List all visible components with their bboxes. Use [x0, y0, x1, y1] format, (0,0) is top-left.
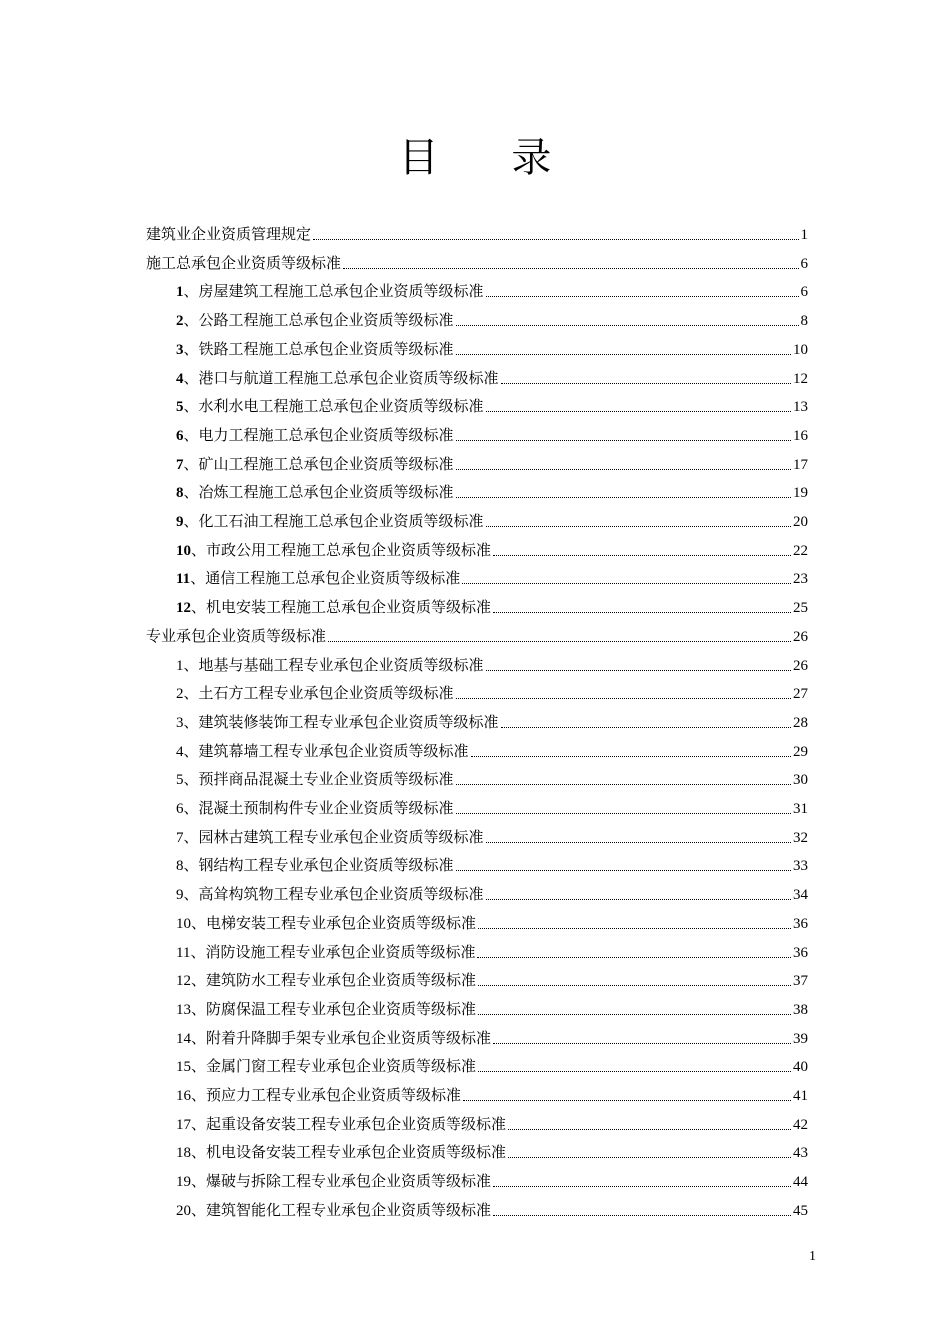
toc-entry-text: 市政公用工程施工总承包企业资质等级标准: [206, 540, 492, 559]
toc-entry-label: [176, 708, 499, 737]
toc-page-number: 28: [793, 714, 808, 731]
toc-page-number: 26: [793, 628, 808, 645]
toc-page-number: 30: [793, 772, 808, 789]
toc-entry-text: 矿山工程施工总承包企业资质等级标准: [198, 454, 454, 473]
toc-entry-label: [176, 306, 454, 335]
toc-entry-label: [176, 507, 484, 536]
toc-entry-separator: 、: [183, 770, 199, 789]
toc-dot-leader: [478, 1013, 791, 1015]
toc-page-number: 20: [793, 514, 808, 530]
toc-entry-label: [176, 364, 499, 393]
toc-dot-leader: [463, 1099, 791, 1101]
toc-dot-leader: [486, 295, 799, 297]
toc-page-number: 40: [793, 1059, 808, 1076]
toc-entry-text: 地基与基础工程专业承包企业资质等级标准: [198, 655, 484, 674]
toc-page-number: 39: [793, 1030, 808, 1047]
toc-entry-separator: 、: [183, 655, 199, 674]
toc-dot-leader: [471, 755, 791, 757]
toc-entry-label: [176, 737, 469, 766]
toc-entry-text: 建筑防水工程专业承包企业资质等级标准: [206, 971, 477, 990]
toc-dot-leader: [508, 1128, 791, 1130]
toc-page-number: 12: [793, 370, 808, 387]
toc-entry-label: [176, 794, 454, 823]
toc-entry-number: 13: [176, 1001, 191, 1018]
toc-entry[interactable]: [176, 1110, 808, 1138]
toc-entry-number: 3: [176, 714, 184, 731]
toc-entry-number: 5: [176, 399, 184, 416]
toc-entry-number: 19: [176, 1174, 191, 1191]
toc-entry-text: 混凝土预制构件专业企业资质等级标准: [198, 799, 454, 817]
toc-entry[interactable]: [176, 306, 808, 334]
toc-entry-number: 2: [176, 686, 184, 703]
toc-page-number: 34: [793, 887, 808, 904]
toc-entry-number: 5: [176, 772, 184, 789]
toc-dot-leader: [501, 726, 791, 728]
toc-entry[interactable]: [176, 679, 808, 707]
toc-entry-text: 园林古建筑工程专业承包企业资质等级标准: [198, 827, 484, 846]
toc-dot-leader: [486, 669, 791, 671]
toc-entry[interactable]: [146, 249, 808, 277]
toc-dot-leader: [313, 238, 798, 240]
toc-entry[interactable]: [176, 737, 808, 765]
toc-dot-leader: [486, 410, 791, 412]
toc-entry[interactable]: [176, 593, 808, 621]
toc-entry-text: 附着升降脚手架专业承包企业资质等级标准: [206, 1028, 492, 1047]
toc-dot-leader: [501, 382, 791, 384]
toc-entry-label: [176, 1081, 461, 1110]
toc-entry-text: 机电设备安装工程专业承包企业资质等级标准: [206, 1143, 507, 1162]
toc-entry-number: 7: [176, 829, 184, 846]
toc-entry-separator: 、: [191, 1086, 207, 1104]
toc-dot-leader: [456, 468, 791, 470]
toc-entry[interactable]: [176, 851, 808, 879]
toc-entry-separator: 、: [183, 856, 199, 875]
toc-entry-label: [176, 823, 484, 852]
toc-dot-leader: [493, 1042, 791, 1044]
toc-page-number: 27: [793, 686, 808, 703]
toc-entry-label: [176, 277, 484, 306]
toc-page-number: 6: [800, 255, 808, 272]
toc-entry-separator: 、: [183, 885, 199, 904]
toc-entry-number: 11: [176, 571, 191, 588]
toc-entry[interactable]: [176, 478, 808, 506]
toc-entry[interactable]: [176, 335, 808, 363]
toc-entry-label: [176, 1167, 491, 1196]
toc-entry-number: 15: [176, 1059, 191, 1076]
toc-entry-number: 4: [176, 370, 184, 387]
toc-entry-text: 建筑装修装饰工程专业承包企业资质等级标准: [198, 712, 499, 731]
toc-entry-label: [176, 421, 454, 450]
toc-entry-number: 9: [176, 514, 184, 530]
toc-entry-number: 17: [176, 1116, 191, 1133]
toc-entry-text: 建筑业企业资质管理规定: [146, 225, 312, 243]
toc-page-number: 31: [793, 801, 808, 817]
toc-entry-label: [176, 880, 484, 909]
toc-entry-number: 20: [176, 1202, 191, 1219]
toc-entry-separator: 、: [183, 425, 199, 444]
toc-entry-separator: 、: [190, 942, 206, 961]
toc-entry[interactable]: [176, 1052, 808, 1080]
toc-entry-label: [176, 995, 476, 1024]
toc-entry-separator: 、: [183, 799, 199, 817]
toc-page-number: 38: [793, 1001, 808, 1018]
toc-page-number: 43: [793, 1145, 808, 1162]
toc-entry-number: 1: [176, 657, 184, 674]
toc-dot-leader: [493, 1214, 791, 1216]
toc-entry[interactable]: [176, 1167, 808, 1195]
toc-page-number: 13: [793, 399, 808, 416]
toc-entry-number: 4: [176, 743, 184, 760]
toc-entry-text: 机电安装工程施工总承包企业资质等级标准: [206, 598, 492, 617]
toc-entry-separator: 、: [191, 1200, 207, 1219]
toc-entry-separator: 、: [191, 971, 207, 990]
toc-dot-leader: [478, 984, 791, 986]
toc-entry-separator: 、: [191, 913, 207, 932]
toc-dot-leader: [456, 353, 791, 355]
toc-entry-text: 通信工程施工总承包企业资质等级标准: [205, 569, 461, 588]
toc-page-number: 26: [793, 657, 808, 674]
toc-entry-separator: 、: [183, 684, 199, 703]
toc-entry-label: [176, 450, 454, 479]
toc-entry-text: 房屋建筑工程施工总承包企业资质等级标准: [198, 282, 484, 301]
toc-entry-text: 土石方工程专业承包企业资质等级标准: [198, 684, 454, 703]
toc-dot-leader: [343, 267, 798, 269]
toc-entry[interactable]: [176, 995, 808, 1023]
toc-entry-text: 预拌商品混凝土专业企业资质等级标准: [198, 770, 454, 789]
toc-entry-separator: 、: [183, 483, 199, 502]
toc-page-number: 8: [800, 313, 808, 330]
toc-entry-text: 港口与航道工程施工总承包企业资质等级标准: [198, 368, 499, 387]
toc-page-number: 29: [793, 743, 808, 760]
toc-entry[interactable]: [176, 938, 808, 966]
toc-entry-number: 6: [176, 801, 184, 817]
toc-dot-leader: [493, 611, 791, 613]
toc-entry-text: 施工总承包企业资质等级标准: [146, 253, 342, 272]
toc-entry-label: [146, 249, 341, 277]
toc-entry-separator: 、: [183, 741, 199, 760]
toc-entry-label: [176, 1138, 506, 1167]
toc-page-number: 36: [793, 944, 808, 961]
toc-entry-number: 10: [176, 915, 191, 932]
toc-dot-leader: [478, 927, 791, 929]
toc-entry-text: 电梯安装工程专业承包企业资质等级标准: [206, 913, 477, 932]
toc-entry-separator: 、: [191, 999, 207, 1018]
toc-entry-label: [176, 335, 454, 364]
toc-entry-text: 冶炼工程施工总承包企业资质等级标准: [198, 483, 454, 502]
toc-entry-text: 钢结构工程专业承包企业资质等级标准: [198, 856, 454, 875]
toc-dot-leader: [493, 1185, 791, 1187]
toc-dot-leader: [462, 582, 791, 584]
toc-page-number: 6: [800, 284, 808, 301]
toc-page-number: 41: [793, 1088, 808, 1104]
toc-entry-label: [176, 392, 484, 421]
toc-entry-label: [176, 536, 491, 565]
toc-dot-leader: [456, 496, 791, 498]
toc-entry-text: 水利水电工程施工总承包企业资质等级标准: [198, 397, 484, 416]
toc-dot-leader: [456, 324, 799, 326]
toc-entry-separator: 、: [183, 512, 199, 530]
toc-entry-number: 11: [176, 944, 191, 961]
toc-entry-number: 8: [176, 485, 184, 502]
toc-entry[interactable]: [176, 392, 808, 420]
toc-dot-leader: [508, 1156, 791, 1158]
toc-page-number: 10: [793, 341, 808, 358]
toc-entry-text: 电力工程施工总承包企业资质等级标准: [198, 425, 454, 444]
toc-entry-text: 建筑智能化工程专业承包企业资质等级标准: [206, 1200, 492, 1219]
toc-entry[interactable]: [146, 220, 808, 248]
toc-entry-number: 14: [176, 1030, 191, 1047]
toc-entry-text: 预应力工程专业承包企业资质等级标准: [206, 1086, 462, 1104]
toc-entry-label: [176, 1196, 491, 1225]
toc-entry[interactable]: [176, 1024, 808, 1052]
toc-entry-separator: 、: [183, 282, 199, 301]
toc-page-number: 45: [793, 1202, 808, 1219]
toc-entry[interactable]: [176, 536, 808, 564]
toc-entry-separator: 、: [191, 598, 207, 617]
toc-dot-leader: [456, 439, 791, 441]
toc-entry-label: [176, 1110, 506, 1139]
toc-entry-separator: 、: [183, 397, 199, 416]
toc-dot-leader: [477, 956, 791, 958]
toc-entry-label: [146, 622, 326, 650]
toc-entry-number: 12: [176, 600, 191, 617]
toc-entry-label: [146, 220, 311, 248]
toc-entry[interactable]: [176, 966, 808, 994]
toc-dot-leader: [486, 898, 791, 900]
toc-entry-text: 爆破与拆除工程专业承包企业资质等级标准: [206, 1172, 492, 1191]
toc-entry-label: [176, 478, 454, 507]
footer-page-number: 1: [809, 1249, 816, 1264]
toc-entry-text: 建筑幕墙工程专业承包企业资质等级标准: [198, 741, 469, 760]
toc-entry[interactable]: [176, 651, 808, 679]
toc-entry-text: 化工石油工程施工总承包企业资质等级标准: [198, 512, 484, 530]
toc-dot-leader: [328, 640, 791, 642]
toc-dot-leader: [493, 554, 791, 556]
toc-entry-separator: 、: [191, 1028, 207, 1047]
toc-entry-separator: 、: [191, 1057, 207, 1076]
toc-entry-text: 公路工程施工总承包企业资质等级标准: [198, 311, 454, 330]
toc-page-number: 23: [793, 571, 808, 588]
toc-entry-separator: 、: [183, 454, 199, 473]
toc-entry[interactable]: [176, 823, 808, 851]
toc-entry-separator: 、: [191, 540, 207, 559]
toc-entry[interactable]: [176, 1081, 808, 1109]
toc-entry[interactable]: [176, 909, 808, 937]
toc-entry-text: 起重设备安装工程专业承包企业资质等级标准: [206, 1114, 507, 1133]
toc-page-number: 44: [793, 1174, 808, 1191]
toc-entry[interactable]: [176, 708, 808, 736]
toc-entry-separator: 、: [183, 827, 199, 846]
toc-entry[interactable]: [176, 765, 808, 793]
toc-entry[interactable]: [176, 507, 808, 535]
toc-entry-label: [176, 593, 491, 622]
toc-entry-number: 7: [176, 456, 184, 473]
toc-entry-number: 10: [176, 542, 191, 559]
toc-entry-label: [176, 938, 475, 967]
toc-entry-number: 9: [176, 887, 184, 904]
toc-entry-separator: 、: [183, 339, 199, 358]
toc-page-number: 36: [793, 915, 808, 932]
toc-page-number: 22: [793, 542, 808, 559]
toc-entry[interactable]: [176, 421, 808, 449]
toc-page-number: 25: [793, 600, 808, 617]
toc-entry-label: [176, 909, 476, 938]
toc-page-number: 1: [800, 227, 808, 243]
toc-entry-text: 铁路工程施工总承包企业资质等级标准: [198, 339, 454, 358]
toc-entry-label: [176, 1024, 491, 1053]
toc-entry-separator: 、: [183, 368, 199, 387]
toc-entry-text: 金属门窗工程专业承包企业资质等级标准: [206, 1057, 477, 1076]
toc-entry-label: [176, 1052, 476, 1081]
toc-entry-number: 12: [176, 973, 191, 990]
toc-entry[interactable]: [176, 1196, 808, 1224]
toc-dot-leader: [456, 697, 791, 699]
toc-dot-leader: [456, 783, 791, 785]
toc-dot-leader: [486, 525, 791, 527]
toc-entry-text: 消防设施工程专业承包企业资质等级标准: [205, 942, 476, 961]
page-title: 目 录: [398, 135, 582, 181]
toc-entry-separator: 、: [191, 1114, 207, 1133]
toc-entry-label: [176, 966, 476, 995]
toc-entry-label: [176, 679, 454, 708]
toc-entry-label: [176, 651, 484, 680]
toc-dot-leader: [456, 869, 791, 871]
toc-entry-text: 防腐保温工程专业承包企业资质等级标准: [206, 999, 477, 1018]
toc-page-number: 37: [793, 973, 808, 990]
toc-entry-label: [176, 564, 460, 593]
toc-page-number: 19: [793, 485, 808, 502]
toc-page-number: 17: [793, 456, 808, 473]
toc-entry-separator: 、: [191, 1172, 207, 1191]
toc-entry-number: 3: [176, 341, 184, 358]
toc-entry-separator: 、: [183, 712, 199, 731]
toc-page-number: 16: [793, 427, 808, 444]
toc-dot-leader: [478, 1070, 791, 1072]
toc-dot-leader: [486, 841, 791, 843]
toc-entry[interactable]: [176, 364, 808, 392]
toc-page-number: 33: [793, 858, 808, 875]
toc-entry-label: [176, 851, 454, 880]
toc-entry-number: 18: [176, 1145, 191, 1162]
toc-entry-label: [176, 765, 454, 794]
toc-dot-leader: [456, 812, 791, 814]
toc-entry-separator: 、: [183, 311, 199, 330]
toc-entry-text: 高耸构筑物工程专业承包企业资质等级标准: [198, 885, 484, 904]
toc-entry-number: 1: [176, 284, 184, 301]
toc-entry-number: 6: [176, 427, 184, 444]
toc-entry-separator: 、: [190, 569, 206, 588]
toc-entry-separator: 、: [191, 1143, 207, 1162]
toc-entry[interactable]: [176, 450, 808, 478]
toc-entry[interactable]: [176, 1138, 808, 1166]
toc-entry-text: 专业承包企业资质等级标准: [146, 626, 327, 645]
toc-entry[interactable]: [176, 880, 808, 908]
toc-entry[interactable]: [176, 564, 808, 592]
toc-entry-number: 8: [176, 858, 184, 875]
toc-page-number: 42: [793, 1116, 808, 1133]
toc-entry[interactable]: [146, 622, 808, 650]
toc-page-number: 32: [793, 829, 808, 846]
toc-entry[interactable]: [176, 794, 808, 822]
toc-entry-number: 2: [176, 313, 184, 330]
toc-entry[interactable]: [176, 277, 808, 305]
toc-entry-number: 16: [176, 1088, 191, 1104]
